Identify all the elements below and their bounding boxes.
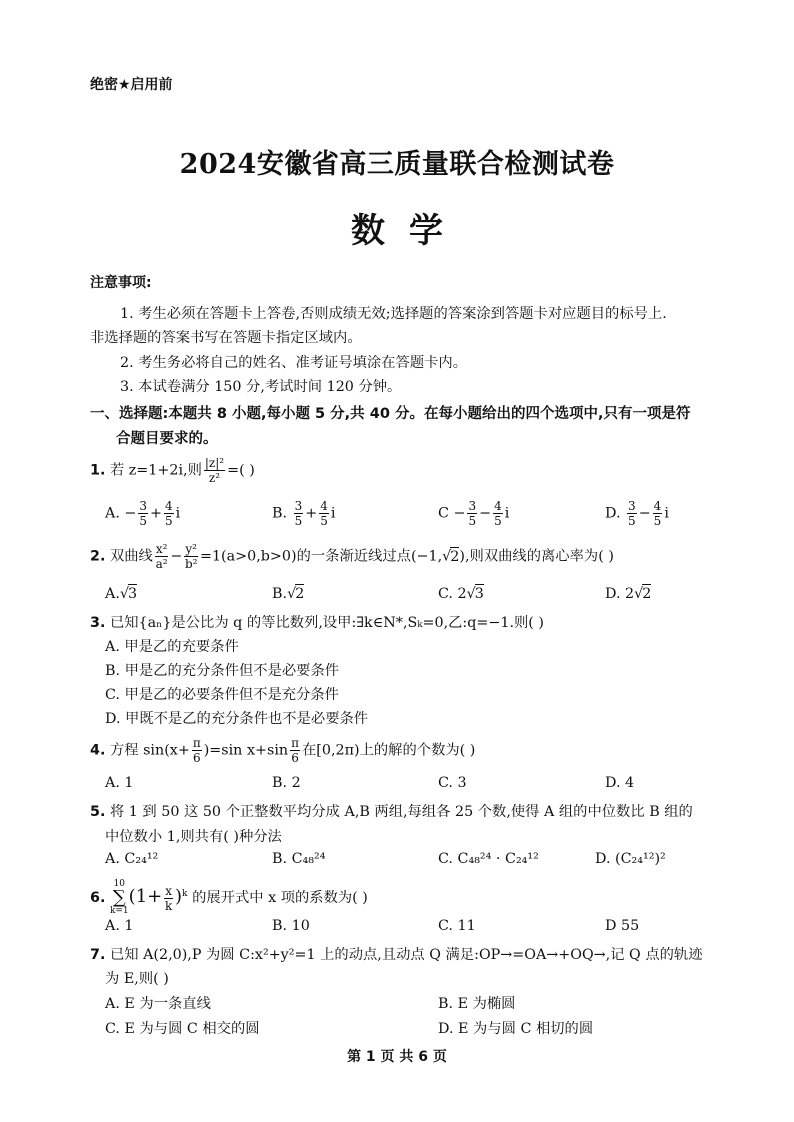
q5-option-a: A. C₂₄¹²: [105, 851, 159, 867]
fraction: $\frac{\text{|z|²}}{\text{z²}}$: [204, 456, 225, 485]
sum-symbol: 10 ∑ k=1: [109, 879, 129, 916]
question-2: 2. 双曲线 $\frac{\text{x²}}{\text{a²}}$ − $\frac{\text{y²}}{\text{b²}}$ =1(a>0,b>0)的一条渐近线过点(−1,√2),则双曲线的离心率为( ): [90, 542, 614, 571]
q4-option-d: D. 4: [605, 775, 635, 791]
q2-option-d: D. 2√2: [605, 586, 652, 602]
q3-option-b: B. 甲是乙的充分条件但不是必要条件: [105, 663, 340, 679]
subject-title: 数学: [351, 211, 467, 251]
q1-option-c: C − $\frac{3}{5}$ − $\frac{4}{5}$ i: [438, 499, 510, 528]
section-heading-cont: 合题目要求的。: [116, 431, 218, 447]
question-stem-end: =( ): [227, 462, 255, 479]
notice-item-3: 3. 本试卷满分 150 分,考试时间 120 分钟。: [120, 379, 402, 395]
section-heading: 一、选择题:本题共 8 小题,每小题 5 分,共 40 分。在每小题给出的四个选项中,只有一项是符: [90, 406, 691, 422]
question-5: 5. 将 1 到 50 这 50 个正整数平均分成 A,B 两组,每组各 25 个数,使得 A 组的中位数比 B 组的: [90, 804, 693, 820]
question-7: 7. 已知 A(2,0),P 为圆 C:x²+y²=1 上的动点,且动点 Q 满足:OP→=OA→+OQ→,记 Q 点的轨迹: [90, 947, 703, 963]
notice-item-1-cont: 非选择题的答案书写在答题卡指定区域内。: [90, 330, 362, 346]
q3-option-d: D. 甲既不是乙的充分条件也不是必要条件: [105, 711, 369, 727]
q2-option-a: A.√3: [105, 586, 138, 602]
q1-option-b: B. $\frac{3}{5}$ + $\frac{4}{5}$ i: [272, 499, 336, 528]
q5-option-d: D. (C₂₄¹²)²: [595, 851, 666, 867]
q1-option-a: A. − $\frac{3}{5}$ + $\frac{4}{5}$ i: [105, 499, 181, 528]
q2-option-b: B.√2: [272, 586, 305, 602]
question-stem: 若 z=1+2i,则: [109, 462, 202, 479]
q6-option-c: C. 11: [438, 918, 476, 934]
q5-option-c: C. C₄₈²⁴ · C₂₄¹²: [438, 851, 539, 867]
q7-option-c: C. E 为与圆 C 相交的圆: [105, 1021, 260, 1037]
question-4: 4. 方程 sin(x+ $\frac{\pi}{6}$ )=sin x+sin $\frac{\pi}{6}$ 在[0,2π)上的解的个数为( ): [90, 736, 476, 765]
question-1: [90, 457, 255, 484]
q3-option-c: C. 甲是乙的必要条件但不是充分条件: [105, 687, 339, 703]
q4-option-c: C. 3: [438, 775, 467, 791]
question-6: 6. 10 ∑ k=1 (1+ $\frac{x}{k}$ )$^k$ 的展开式中 x 项的系数为( ): [90, 879, 368, 916]
q7-option-d: D. E 为与圆 C 相切的圆: [438, 1021, 594, 1037]
q7-option-b: B. E 为椭圆: [438, 996, 516, 1012]
notice-item-2: 2. 考生务必将自己的姓名、准考证号填涂在答题卡内。: [120, 355, 468, 371]
question-5-cont: 中位数小 1,则共有( )种分法: [105, 829, 282, 845]
confidential-label: 绝密★启用前: [90, 77, 173, 93]
question-7-cont: 为 E,则( ): [105, 971, 169, 987]
page-number: 第 1 页 共 6 页: [347, 1049, 447, 1065]
q6-option-d: D 55: [605, 918, 640, 934]
question-3: 3. 已知{aₙ}是公比为 q 的等比数列,设甲:∃k∈N*,Sₖ=0,乙:q=−1.则( ): [90, 615, 544, 631]
notice-item-1: 1. 考生必须在答题卡上答卷,否则成绩无效;选择题的答案涂到答题卡对应题目的标号上.: [120, 306, 667, 322]
q6-option-b: B. 10: [272, 918, 310, 934]
q4-option-a: A. 1: [105, 775, 134, 791]
q5-option-b: B. C₄₈²⁴: [272, 851, 326, 867]
q2-option-c: C. 2√3: [438, 586, 484, 602]
q3-option-a: A. 甲是乙的充要条件: [105, 639, 239, 655]
q6-option-a: A. 1: [105, 918, 134, 934]
question-number: 1.: [90, 462, 106, 479]
exam-title: 2024安徽省高三质量联合检测试卷: [179, 149, 615, 180]
notice-heading: 注意事项:: [90, 275, 152, 291]
q4-option-b: B. 2: [272, 775, 301, 791]
q1-option-d: D. $\frac{3}{5}$ − $\frac{4}{5}$ i: [605, 499, 669, 528]
q7-option-a: A. E 为一条直线: [105, 996, 211, 1012]
